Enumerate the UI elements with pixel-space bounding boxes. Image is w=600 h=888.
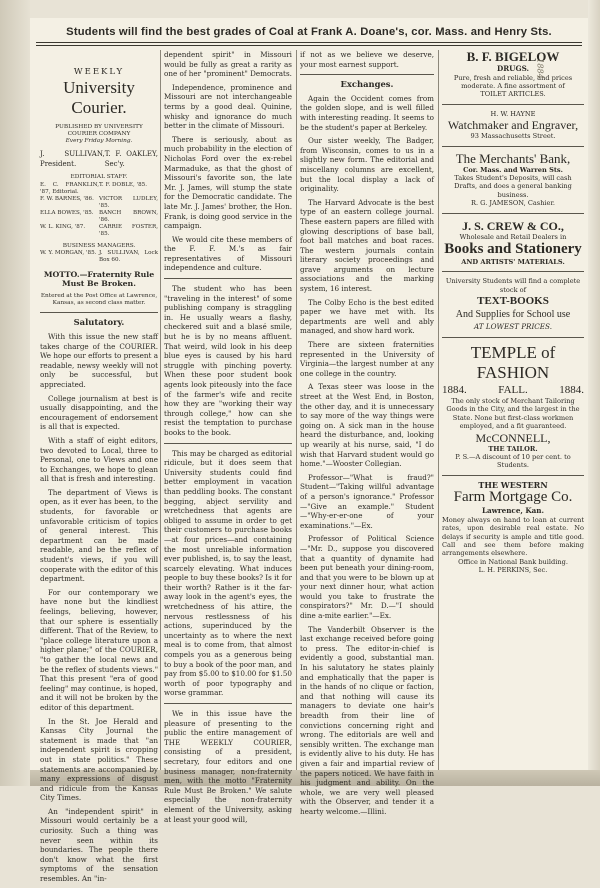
board-member: ELLA BOWES, '85. [40,209,94,216]
manager: W. Y. MORGAN, '85. [40,249,97,256]
paragraph: An "independent spirit" in Missouri would certainly be a curiosity. Such a thing was never seen within its boundaries. The people there don't know what the first symptoms of the sensation resembles. An "in- [40,806,158,884]
board-title: EDITORIAL STAFF. [70,174,128,181]
paragraph: This may be charged as editorial ridicule, but it does seem that University students could find better employment in vacation than peddling books. The constant begging, abject servility and wretchedness that agents are obliged to assume in order to get their customers to purchase books—at four prices—and containing the most unreliable information ever published, is, to say the least, scarcely elevating. What induces people to buy these books? Is it for their worth? Rather is it the far-away look in the agent's eyes, the wretchedness of his attire, the nervous restlessness of his actions, superinduced by the uncertainty as to where the next meal is to come from, that almost compels you as a generous being to buy a book of the poor man, and pay from $5.00 to $10.00 for $1.50 worth of poor typography and worse grammar. [164,448,292,698]
fashion-tailor-role: THE TAILOR. [488,444,538,453]
column-divider [296,50,297,770]
fashion-tailor-name: McCONNELL, [475,430,551,445]
exchanges-heading: Exchanges. [340,79,394,90]
bank-address: Cor. Mass. and Warren Sts. [463,165,563,174]
hayne-name: H. W. HAYNE [490,109,536,118]
board-member: BANCH BROWN, '86. [99,209,158,223]
board-member: W. L. KING, '87. [40,223,86,230]
managers-title: BUSINESS MANAGERS. [62,242,136,249]
board-member: E. C. FRANKLIN, '87, Editorial. [40,181,99,195]
bigelow-text: Pure, fresh and reliable, and prices moderate. A fine assortment of [453,73,573,90]
western-name: Farm Mortgage Co. [453,489,573,506]
column-editorials [164,50,292,828]
column-divider [438,50,439,770]
top-rule [36,42,582,43]
fashion-season: FALL. [498,383,528,396]
board-member: F. W. BARNES, '86. [40,195,94,202]
paragraph: A Texas steer was loose in the street at the West End, in Boston, the other day, and it is unnecessary to say more of the way things were going on. A sick man in the house heard the disturbance, and, looking up wearily at his nurse, said, "I do wish that Harvard student would go home."—Wooster Collegian. [300,382,434,469]
paragraph: if not as we believe we deserve, your most earnest support. [300,50,434,69]
western-city: Lawrence, Kan. [481,506,545,516]
hayne-address: 93 Massachusetts Street. [470,132,556,141]
paragraph: The Harvard Advocate is the best type of an eastern college journal. These eastern papers are filled with glowing descriptions of base ball, foot ball matches and boat races. The western journals contain literary society proceedings and grave arguments on lecture associations and the marking system, 16 interest. [300,197,434,294]
paragraph: Professor of Political Science—"Mr. D., suppose you discovered that a quantity of dynamite had been put beneath your dining-room, and that you were to be blown up at your next dinner hour, what action would you take to frustrate the conspirators?" Mr. D.—"I should dine a-mite earlier."—Ex. [300,534,434,621]
masthead-publisher: PUBLISHED BY UNIVERSITY COURIER COMPANY [55,123,143,137]
textbooks-note: University Students will find a complete stock of [445,277,581,294]
column-divider [160,50,161,770]
masthead-secretary: T. F. OAKLEY, Sec'y. [104,150,158,168]
postal-entry: Entered at the Post Office at Lawrence, Kansas, as second class matter. [40,292,158,307]
page-fold [588,0,600,786]
western-the: THE WESTERN [478,479,548,490]
paragraph: Again the Occident comes from the golden slope, and is well filled with interesting reading. It seems to be the student's paper at Berkeley. [300,93,434,132]
masthead-schedule: Every Friday Morning. [65,138,133,144]
bank-cashier: R. G. JAMESON, Cashier. [471,199,555,208]
western-office: Office in National Bank building. [458,557,568,566]
bigelow-drugs: DRUGS. [496,64,530,73]
fashion-ps: P. S.—A discount of 10 per cent. to Students. [455,452,571,470]
western-secretary: L. H. PERKINS, Sec. [478,566,548,575]
textbooks-sub: And Supplies for School use [455,309,571,321]
editorial-board [40,182,158,238]
paragraph: The student who has been "traveling in the interest" of some publishing company is straggling in. He usually wears a flashy, checkered suit and a blasé smile, but he is by no means affluent. That weird, wild look in his deep blue eyes is caused by his hard struggle with pinching poverty. When these poor student book agents look piteously into the face of the farmer's wife and recite how they are "working their way through college," how can she resist the temptation to purchase books to the book. [164,284,292,437]
paragraph: Professor—"What is fraud?" Student—"Taking willful advantage of a person's ignorance." Professor—"Give an example." Student—"Why-er-er-one of your examinations."—Ex. [300,472,434,530]
scan-edge [0,0,30,786]
textbooks-price: AT LOWEST PRICES. [474,322,552,332]
masthead-title: University Courier. [63,77,135,117]
paragraph: We would cite these members of the F. F. M.'s as fair representatives of Missouri independence and culture. [164,234,292,273]
paragraph: The Vanderbilt Observer is the last exchange received before going to press. The editor-in-chief is evidently a good, substantial man. In his salutatory he states plainly and emphatically that the paper is in the hands of no clique or faction, and that nothing will cause its managers to deviate one hair's breadth from their line of convictions concerning right and wrong. The editorials are well and sensibly written. The exchange man is evidently alive to his duty. He has given a fair and impartial review of the papers noticed. We have faith in his judgment and ability. On the whole, we are very well pleased with the Observer, and tender it a hearty welcome.—Illini. [300,624,434,816]
paragraph: The Colby Echo is the best edited paper we have met with. Its departments are well and ably managed, and show hard work. [300,297,434,336]
paragraph: There is seriously, about as much probability in the election of Nicholas Ford over the ex-rebel Marmaduke, as that the ghost of Missouri's favorite son, the late Mr. J. James, will stump the state for the Democratic candidate. The late Mr. J. James' brother, the Hon. Frank, is doing good service in the campaign. [164,134,292,231]
manager: J. SULLIVAN, Lock Box 60. [99,249,158,263]
bigelow-toilet: TOILET ARTICLES. [480,90,546,99]
fashion-year: 1884. [559,383,584,396]
fashion-text: The only stock of Merchant Tailoring Goods in the City, and the largest in the State. None but first-class workmen employed, and a fit guaranteed. [446,396,580,431]
crew-name: J. S. CREW & CO., [462,218,564,233]
masthead-weekly: WEEKLY [73,67,125,77]
crew-sub: Wholesale and Retail Dealers in [459,232,567,241]
newspaper-page [30,18,588,884]
fashion-season-row [442,383,584,397]
fashion-title: TEMPLE of FASHION [470,342,556,382]
top-rule-double [36,45,582,46]
crew-books: Books and Stationery [444,241,582,258]
paragraph: In the St. Joe Herald and Kansas City Journal the statement is made that "an independent spirit is cropping out in state politics." These statements are accompanied by many expressions of disgust and ridicule from the Kansas City Times. [40,716,158,803]
western-text: Money always on hand to loan at current rates, upon desirable real estate. No delays if security is ample and title good. Call and see them before making arrangements elsewhere. [442,515,584,558]
handwritten-note: 1884 [535,58,545,79]
hayne-title: Watchmaker and Engraver, [447,118,579,133]
board-member: CARRIE FOSTER, '85. [99,223,158,237]
paragraph: With this issue the new staff takes charge of the COURIER. We hope our efforts to present a readable, newsy weekly will not only be successful, but appreciated. [40,331,158,389]
paragraph: There are sixteen fraternities represented in the University of Virginia—the largest number at any one college in the country. [300,340,434,378]
textbooks-title: TEXT-BOOKS [477,295,549,308]
board-member: VICTOR LUDLEY, '85. [99,195,158,209]
bank-name: The Merchants' Bank, [455,150,571,166]
paragraph: The department of Views is open, as it ever has been, to the students, for favorable or unfavorable criticism of topics of general interest. This department can be made readable, and be the reflex of student's views, if you will cooperate with the editor of this department. [40,487,158,584]
column-exchanges [300,50,434,821]
masthead-president: J. SULLIVAN, President. [40,150,105,168]
paragraph: dependent spirit" in Missouri would be fully as great a rarity as one of her "prominent" Democrats. [164,50,292,79]
paragraph: College journalism at best is usually disappointing, and the encouragement of endorsement is all that is expected. [40,393,158,432]
paragraph: Independence, prominence and Missouri are not interchangeable terms by a good deal. Quinine, whisky and ignorance do much better in the climate of Missouri. [164,82,292,131]
paragraph: Our sister weekly, The Badger, from Wisconsin, comes to us in a slightly new form. The editorial and miscellany columns are excellent, but the local display a lack of originality. [300,136,434,194]
motto: MOTTO.—Fraternity Rule Must Be Broken. [43,269,155,289]
board-member: T. F. DOBLE, '85. [99,181,147,188]
business-managers [40,250,158,264]
bigelow-name: B. F. BIGELOW [466,49,560,64]
salutatory-heading: Salutatory. [73,317,125,328]
fashion-year: 1884. [442,383,467,396]
paragraph: With a staff of eight editors, two devoted to Local, three to Personal, one to Views and one to Exchanges, we hope to glean all that is fresh and interesting. [40,435,158,484]
column-advertisements [442,50,584,575]
coal-banner: Students will find the best grades of Coal at Frank A. Doane's, cor. Mass. and Henry Sts. [66,26,552,38]
paragraph: We in this issue have the pleasure of presenting to the public the entire management of THE WEEKLY COURIER, consisting of a president, secretary, four editors and one business manager, non-fraternity men, with the motto "Fraternity Rule Must Be Broken." We salute especially the non-fraternity element of the University, asking at least your good will, [164,709,292,824]
paragraph: For our contemporary we have none but the kindliest feelings, believing, however, that our sphere is essentially different. That of the Review, to "place college literature upon a higher plane;" of the COURIER, "to gather the local news and be the reflex of students views." That this present "era of good feeling" may continue, is hoped, and it will not be broken by the editor of this department. [40,587,158,712]
bank-text: Takes Student's Deposits, will cash Drafts, and does a general banking business. [454,174,572,199]
column-masthead [40,50,158,888]
crew-artists: AND ARTISTS' MATERIALS. [461,258,565,267]
